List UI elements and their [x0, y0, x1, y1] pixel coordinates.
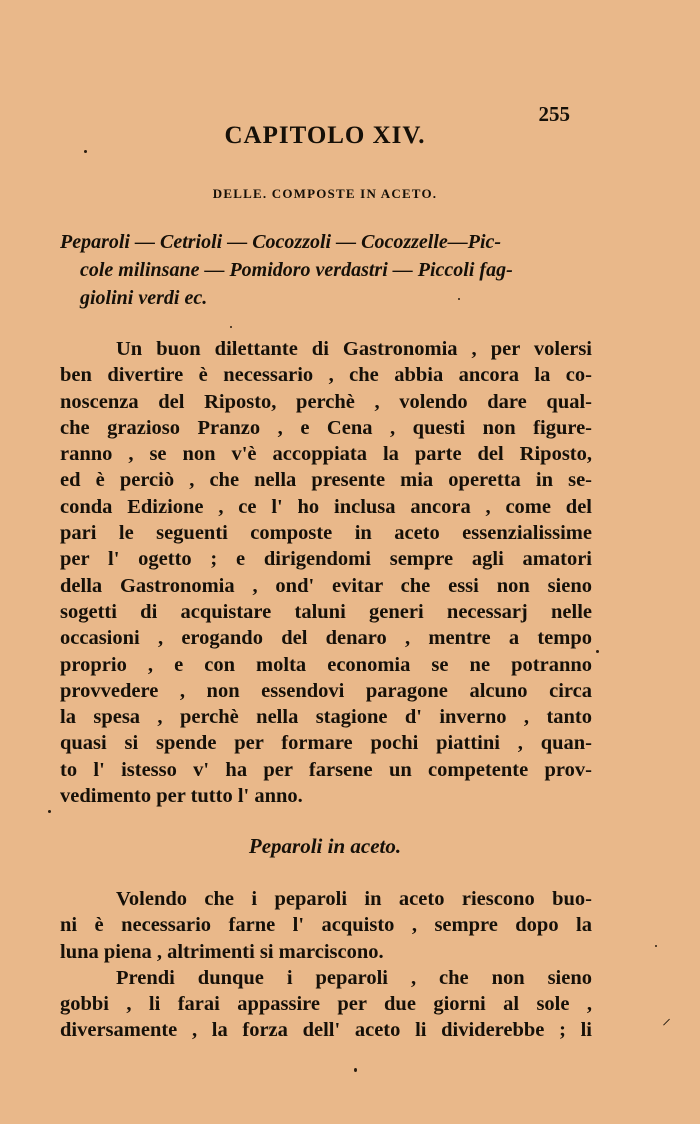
recipe-heading: Peparoli in aceto.	[248, 834, 402, 858]
paragraph-recipe	[60, 886, 592, 1044]
text-line: Un buon dilettante di Gastronomia , per volersi	[116, 338, 592, 360]
text-line: pari le seguenti composte in aceto essenzialissime	[60, 522, 592, 545]
ink-speck	[596, 650, 599, 653]
page-number: 255	[538, 102, 570, 126]
text-line: della Gastronomia , ond' evitar che essi non sieno	[60, 574, 592, 597]
text-line: sogetti di acquistare taluni generi necessarj nelle	[60, 600, 592, 623]
text-line: Volendo che i peparoli in aceto riescono buo-	[116, 888, 592, 910]
ink-speck	[354, 1068, 357, 1072]
text-line: ni è necessario farne l' acquisto , sempre dopo la	[60, 914, 592, 937]
ink-speck	[84, 150, 87, 153]
text-line: per l' ogetto ; e dirigendomi sempre agli amatori	[60, 548, 592, 571]
summary-line: cole milinsane — Pomidoro verdastri — Piccoli fag-	[80, 259, 513, 281]
text-line: luna piena , altrimenti si marciscono.	[60, 940, 384, 963]
ink-speck	[48, 810, 51, 813]
chapter-summary	[60, 228, 592, 312]
text-line: ranno , se non v'è accoppiata la parte del Riposto,	[60, 443, 592, 466]
paragraph-intro	[60, 336, 592, 809]
summary-line: giolini verdi ec.	[80, 287, 208, 309]
text-line: proprio , e con molta economia se ne potranno	[60, 653, 592, 676]
text-line: conda Edizione , ce l' ho inclusa ancora , come del	[60, 495, 592, 518]
text-line: gobbi , li farai appassire per due giorni al sole ,	[60, 993, 592, 1016]
ink-speck	[230, 326, 232, 328]
text-line: che grazioso Pranzo , e Cena , questi non figure-	[60, 416, 592, 439]
ink-speck	[655, 945, 657, 947]
text-line: provvedere , non essendovi paragone alcuno circa	[60, 679, 592, 702]
text-line: ben divertire è necessario , che abbia ancora la co-	[60, 364, 592, 387]
text-line: vedimento per tutto l' anno.	[60, 785, 303, 808]
text-line: Prendi dunque i peparoli , che non sieno	[116, 966, 592, 989]
text-line: ed è perciò , che nella presente mia operetta in se-	[60, 469, 592, 492]
pen-mark: ⸝	[662, 1008, 671, 1029]
section-title: DELLE. COMPOSTE IN ACETO.	[212, 186, 438, 201]
text-line: noscenza del Riposto, perchè , volendo dare qual-	[60, 390, 592, 413]
summary-line: Peparoli — Cetrioli — Cocozzoli — Cocozzelle—Pic-	[60, 231, 502, 253]
chapter-title: CAPITOLO XIV.	[224, 122, 426, 149]
text-line: la spesa , perchè nella stagione d' inverno , tanto	[60, 706, 592, 729]
text-line: quasi si spende per formare pochi piattini , quan-	[60, 732, 592, 755]
text-line: diversamente , la forza dell' aceto li dividerebbe ; li	[60, 1019, 592, 1042]
text-line: to l' istesso v' ha per farsene un competente prov-	[60, 758, 592, 781]
ink-speck	[458, 298, 460, 300]
text-line: occasioni , erogando del denaro , mentre a tempo	[60, 627, 592, 650]
